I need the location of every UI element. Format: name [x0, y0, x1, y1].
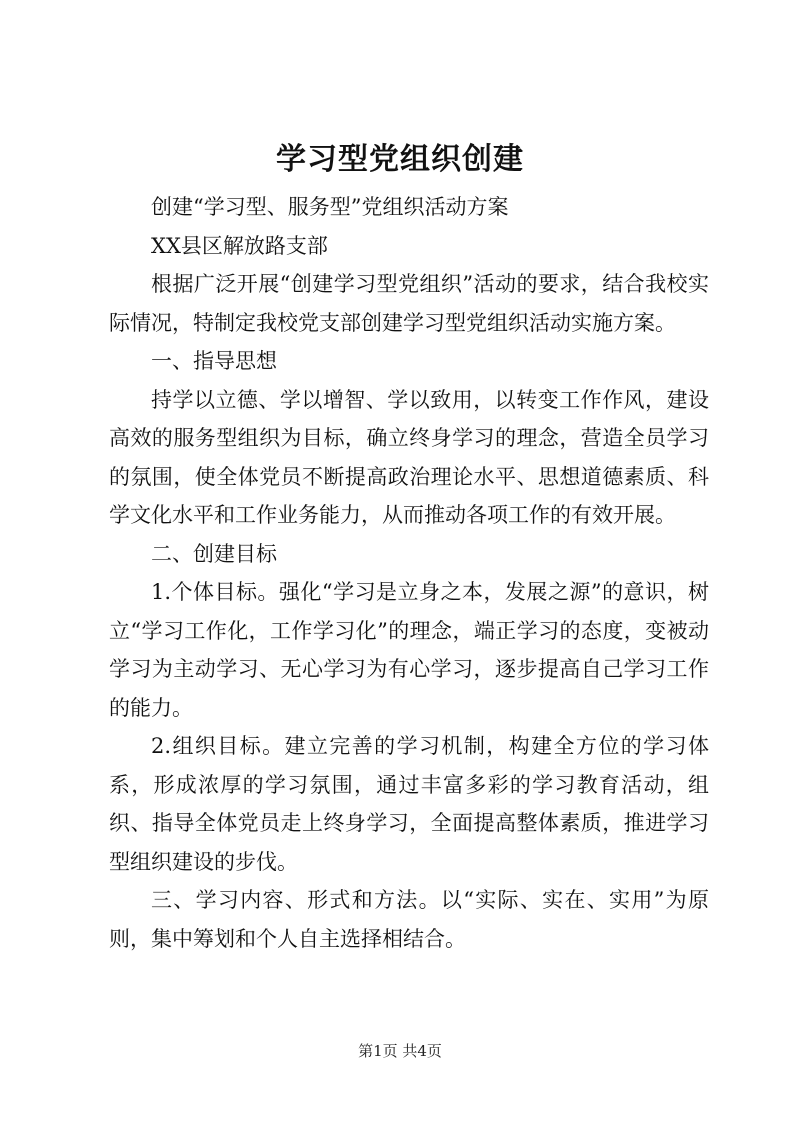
learning-content-paragraph: 三、学习内容、形式和方法。以“实际、实在、实用”为原则，集中筹划和个人自主选择相结合。: [109, 888, 709, 951]
section-heading-guiding-thought: 一、指导思想: [151, 349, 277, 373]
document-title: 学习型党组织创建: [276, 142, 524, 177]
organization-goal-paragraph: 2.组织目标。建立完善的学习机制，构建全方位的学习体系，形成浓厚的学习氛围，通过丰富多彩的学习教育活动，组织、指导全体党员走上终身学习，全面提高整体素质，推进学习型组织建设的步伐。: [109, 734, 709, 874]
guiding-thought-paragraph: 持学以立德、学以增智、学以致用，以转变工作作风，建设高效的服务型组织为目标，确立终身学习的理念，营造全员学习的氛围，使全体党员不断提高政治理论水平、思想道德素质、科学文化水平和工作业务能力，从而推动各项工作的有效开展。: [109, 387, 709, 527]
page-number-footer: 第1页 共4页: [358, 1042, 442, 1060]
document-body: [109, 188, 709, 958]
section-heading-goals: 二、创建目标: [151, 541, 277, 566]
intro-paragraph: 根据广泛开展“创建学习型党组织”活动的要求，结合我校实际情况，特制定我校党支部创建学习型党组织活动实施方案。: [109, 272, 709, 335]
individual-goal-paragraph: 1.个体目标。强化“学习是立身之本，发展之源”的意识，树立“学习工作化，工作学习化”的理念，端正学习的态度，变被动学习为主动学习、无心学习为有心学习，逐步提高自己学习工作的能力。: [109, 580, 709, 720]
branch-name-paragraph: XX县区解放路支部: [151, 233, 328, 258]
subtitle-paragraph: 创建“学习型、服务型”党组织活动方案: [151, 195, 509, 219]
